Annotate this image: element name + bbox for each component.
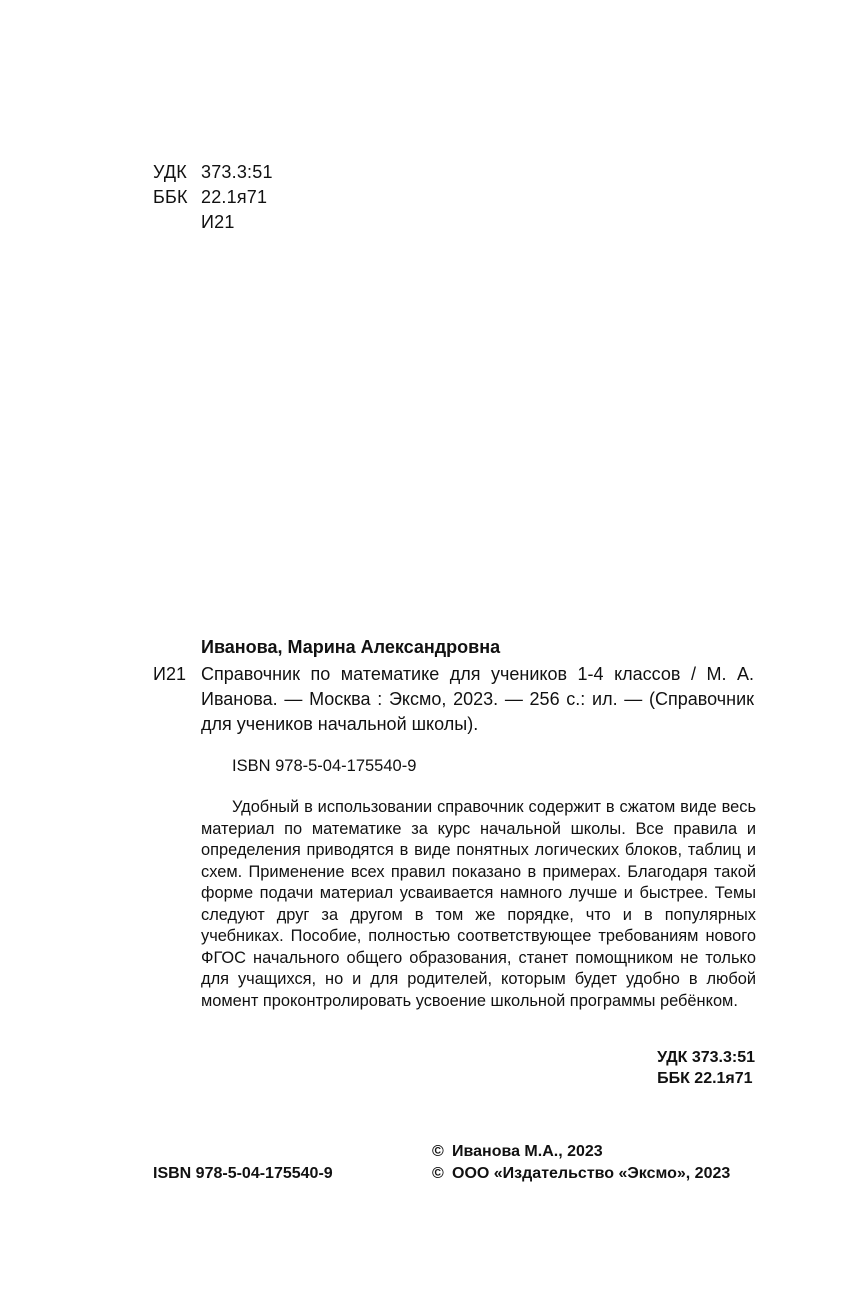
bbk-value: 22.1я71 — [201, 187, 268, 207]
udk-value: 373.3:51 — [201, 162, 273, 182]
copyright-author: Иванова М.А., 2023 — [452, 1143, 603, 1160]
classification-codes — [0, 160, 400, 240]
isbn-line: ISBN 978-5-04-175540-9 — [232, 757, 417, 775]
bottom-classification — [657, 1047, 755, 1089]
catalog-code: И21 — [153, 664, 186, 684]
copyright-author-line — [432, 1141, 730, 1163]
author-mark: И21 — [201, 212, 235, 232]
bbk-label: ББК — [153, 187, 188, 207]
copyright-block — [432, 1141, 730, 1185]
copyright-publisher-line — [432, 1163, 730, 1185]
bottom-isbn: ISBN 978-5-04-175540-9 — [153, 1165, 333, 1182]
bibliographic-citation: Справочник по математике для учеников 1-4 классов / М. А. Иванова. — Москва : Эксмо, 2023. — 256 с.: ил. — (Справочник для учеников начальной школы). — [201, 664, 754, 734]
udk-label: УДК — [153, 162, 187, 182]
copyright-publisher: ООО «Издательство «Эксмо», 2023 — [452, 1165, 731, 1182]
copyright-sign: © — [432, 1165, 444, 1182]
author-name: Иванова, Марина Александровна — [201, 637, 501, 657]
copyright-sign: © — [432, 1143, 444, 1160]
bottom-bbk: ББК 22.1я71 — [657, 1070, 753, 1087]
annotation-paragraph: Удобный в использовании справочник содержит в сжатом виде весь материал по математике за курс начальной школы. Все правила и определения приводятся в виде понятных логических блоков, таблиц и схем. Применение всех правил показано в примерах. Благодаря такой форме подачи материал усваивается намного лучше и быстрее. Темы следуют друг за другом в том же порядке, что и в популярных учебниках. Пособие, полностью соответствующее требованиям нового ФГОС начального общего образования, станет помощником не только для учащихся, но и для родителей, которым будет удобно в любой момент проконтролировать усвоение школьной программы ребёнком. — [201, 798, 756, 1010]
bottom-udk: УДК 373.3:51 — [657, 1049, 755, 1066]
